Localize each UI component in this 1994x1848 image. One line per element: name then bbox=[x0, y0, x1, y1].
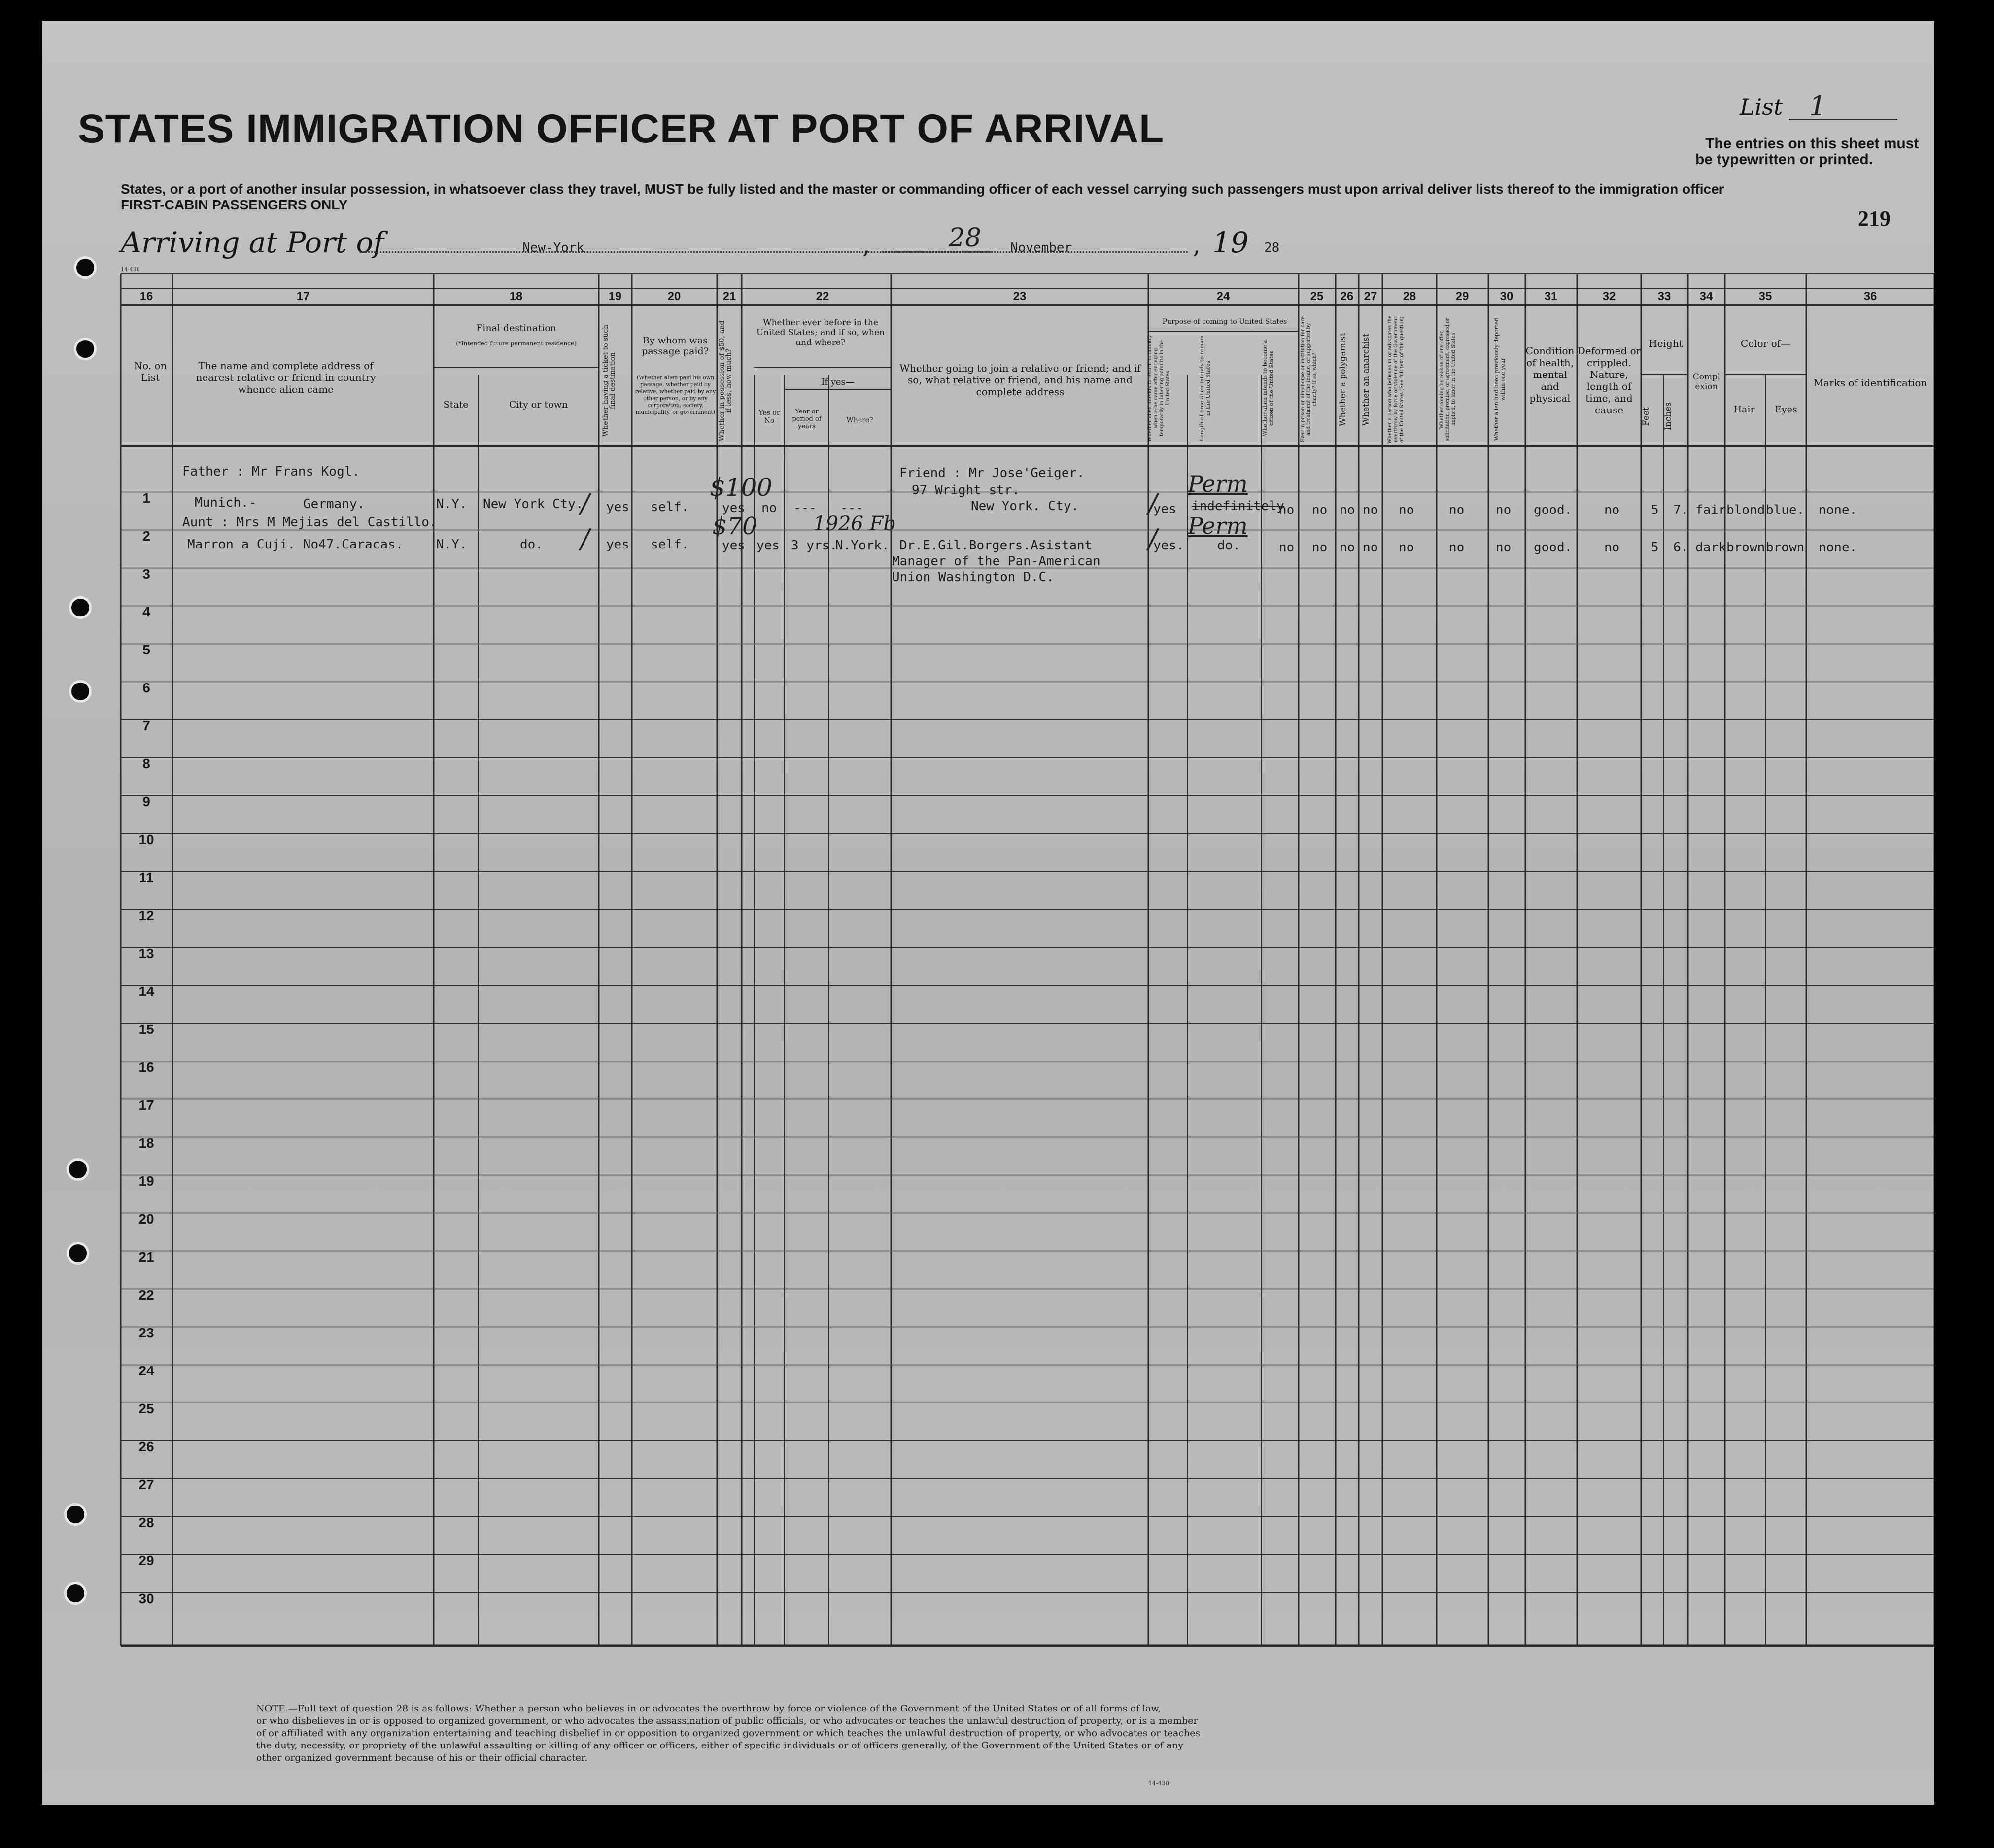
column-number: 29 bbox=[1455, 290, 1469, 303]
subtitle-line1: States, or a port of another insular possession, in whatsoever class they travel, MUST be fully listed and the master or commanding officer of each vessel carrying such passengers must upon arrival deliver lists thereof to the immigration officer bbox=[121, 181, 1724, 197]
header-city: City or town bbox=[509, 399, 568, 410]
row-number: 27 bbox=[138, 1477, 154, 1492]
list-label-group bbox=[1740, 90, 1897, 122]
header-prison: Ever in prison or almshouse or institution for care and treatment of the insane, or supported by charity? If so, which? bbox=[1300, 316, 1317, 443]
labor-offer: no bbox=[1449, 503, 1465, 517]
relative-line2a: Munich.- bbox=[195, 495, 257, 510]
row-number: 25 bbox=[138, 1401, 154, 1416]
before-yesno: no bbox=[761, 501, 777, 515]
feet: 5 bbox=[1651, 503, 1659, 517]
row-number: 13 bbox=[138, 946, 154, 961]
row-number: 26 bbox=[138, 1439, 154, 1454]
join-line2: 97 Wright str. bbox=[912, 483, 1020, 498]
column-number: 32 bbox=[1602, 290, 1616, 303]
column-number: 34 bbox=[1699, 290, 1713, 303]
binder-hole bbox=[69, 596, 92, 619]
row-number: 5 bbox=[142, 642, 150, 657]
header-purpose: Purpose of coming to United States bbox=[1162, 318, 1287, 326]
row-number: 3 bbox=[142, 566, 150, 582]
row-number: 9 bbox=[142, 794, 150, 809]
prison: no bbox=[1312, 540, 1328, 555]
before-year: 3 yrs. bbox=[791, 538, 837, 553]
header-ticket: Whether having a ticket to such final destination bbox=[602, 324, 617, 437]
binder-hole bbox=[74, 256, 97, 279]
header-where: Where? bbox=[846, 416, 873, 424]
hair: brown bbox=[1726, 540, 1765, 555]
column-number: 16 bbox=[139, 290, 153, 303]
header-relative: The name and complete address of nearest relative or friend in country whence alien came bbox=[196, 360, 376, 395]
check-mark: / bbox=[581, 488, 590, 519]
column-number: 22 bbox=[816, 290, 829, 303]
deformed: no bbox=[1604, 540, 1620, 555]
row-number: 10 bbox=[138, 832, 154, 847]
row-number: 15 bbox=[138, 1022, 154, 1037]
header-become-citizen: Whether alien intends to become a citizen of the United States bbox=[1262, 340, 1274, 437]
overthrow: no bbox=[1399, 503, 1414, 517]
before-year: --- bbox=[793, 501, 817, 515]
state: N.Y. bbox=[436, 497, 467, 512]
row-number: 7 bbox=[142, 718, 150, 733]
column-number: 30 bbox=[1500, 290, 1513, 303]
deported: no bbox=[1496, 540, 1512, 555]
entries-note-line2: be typewritten or printed. bbox=[1695, 151, 1873, 168]
list-number: 1 bbox=[1809, 90, 1827, 122]
city: New York Cty. bbox=[483, 497, 584, 512]
column-number: 20 bbox=[667, 290, 681, 303]
row-number: 24 bbox=[138, 1363, 154, 1378]
citizen: no bbox=[1279, 540, 1295, 555]
relative-line1: Aunt : Mrs M Mejias del Castillo. bbox=[182, 515, 437, 530]
column-number: 36 bbox=[1863, 290, 1877, 303]
row-number: 21 bbox=[138, 1249, 154, 1265]
feet: 5 bbox=[1651, 540, 1659, 555]
overthrow: no bbox=[1399, 540, 1414, 555]
column-number: 23 bbox=[1013, 290, 1027, 303]
subtitle-line2: FIRST-CABIN PASSENGERS ONLY bbox=[121, 197, 348, 212]
binder-hole bbox=[67, 1158, 89, 1181]
year-suffix: 28 bbox=[1264, 240, 1280, 255]
anarchist: no bbox=[1363, 503, 1378, 517]
header-eyes: Eyes bbox=[1775, 404, 1797, 415]
note-line: other organized government because of his or their official character. bbox=[256, 1752, 588, 1763]
row-number: 4 bbox=[142, 604, 150, 619]
row-number: 6 bbox=[142, 680, 150, 695]
before-yesno: yes bbox=[756, 538, 780, 553]
row-number: 17 bbox=[138, 1097, 154, 1113]
before-where: N.York. bbox=[835, 538, 890, 553]
header-inches: Inches bbox=[1663, 402, 1673, 431]
page-title: STATES IMMIGRATION OFFICER AT PORT OF ARRIVAL bbox=[78, 106, 1165, 151]
header-deported: Whether alien had been previously deported within one year bbox=[1493, 318, 1506, 441]
header-length-of-stay: Length of time alien intends to remain in the United States bbox=[1199, 335, 1211, 441]
row-number: 16 bbox=[138, 1060, 154, 1075]
form-code-top: 14-430 bbox=[121, 266, 140, 273]
money-hand: $70 bbox=[712, 513, 757, 540]
row-number: 19 bbox=[138, 1173, 154, 1189]
header-if-yes: If yes— bbox=[821, 377, 855, 387]
header-passage-paid-note: (Whether alien paid his own passage, whether paid by relative, whether paid by any other person, or by any corporation, society, municipality, or government) bbox=[635, 375, 716, 415]
header-marks: Marks of identification bbox=[1813, 377, 1927, 389]
header-color-of: Color of— bbox=[1740, 338, 1791, 349]
ticket: yes bbox=[606, 500, 629, 514]
header-height: Height bbox=[1649, 338, 1683, 349]
check-mark: / bbox=[581, 523, 590, 554]
ticket: yes bbox=[606, 537, 629, 552]
row-number: 1 bbox=[142, 490, 150, 506]
before-year-hand: 1926 Fb bbox=[813, 513, 896, 535]
column-number: 25 bbox=[1310, 290, 1324, 303]
binder-hole bbox=[64, 1503, 87, 1526]
header-polygamist: Whether a polygamist bbox=[1338, 333, 1348, 426]
return: yes bbox=[1153, 502, 1176, 516]
column-number: 21 bbox=[722, 290, 736, 303]
complexion: fair bbox=[1695, 503, 1726, 517]
header-final-destination: Final destination bbox=[476, 323, 556, 334]
marks: none. bbox=[1819, 540, 1857, 555]
column-number: 28 bbox=[1403, 290, 1416, 303]
page-number: 219 bbox=[1858, 206, 1891, 231]
row-number: 28 bbox=[138, 1515, 154, 1530]
return: yes. bbox=[1153, 538, 1184, 553]
row-number: 18 bbox=[138, 1135, 154, 1151]
header-health: Condition of health, mental and physical bbox=[1525, 345, 1575, 404]
paid-by: self. bbox=[651, 537, 689, 552]
arrival-month: November bbox=[1010, 240, 1072, 255]
row-number: 2 bbox=[142, 528, 150, 544]
header-anarchist: Whether an anarchist bbox=[1361, 333, 1371, 426]
inches: 7. bbox=[1673, 503, 1689, 517]
column-number: 24 bbox=[1216, 290, 1230, 303]
relative-line2a: Marron a Cuji. No47.Caracas. bbox=[187, 537, 404, 552]
year-prefix: 19 bbox=[1212, 226, 1249, 259]
binder-hole bbox=[74, 338, 97, 360]
length-hand: Perm bbox=[1188, 471, 1248, 497]
prison: no bbox=[1312, 503, 1328, 517]
complexion: dark bbox=[1695, 540, 1726, 555]
row-number: 22 bbox=[138, 1287, 154, 1302]
inches: 6. bbox=[1673, 540, 1689, 555]
header-before-in-us: Whether ever before in the United States; and if so, when and where? bbox=[756, 318, 885, 347]
header-hair: Hair bbox=[1733, 404, 1755, 415]
money: yes bbox=[722, 501, 745, 515]
arriving-row: Arriving at Port of New-York , 28 November , 19 28 bbox=[121, 223, 1280, 259]
row-number: 20 bbox=[138, 1211, 154, 1227]
marks: none. bbox=[1819, 503, 1857, 517]
join-line3: Union Washington D.C. bbox=[892, 570, 1054, 584]
header-join-relative: Whether going to join a relative or friend; and if so, what relative or friend, and his name and complete address bbox=[899, 362, 1141, 398]
column-number: 18 bbox=[509, 290, 523, 303]
column-number: 27 bbox=[1364, 290, 1377, 303]
arriving-label: Arriving at Port of bbox=[121, 226, 384, 259]
length: do. bbox=[1217, 538, 1240, 553]
note-line: NOTE.—Full text of question 28 is as follows: Whether a person who believes in or advocates the overthrow by force or violence of the Government of the United States or of all forms of law, bbox=[256, 1703, 1161, 1714]
manifest-sheet bbox=[42, 21, 1934, 1805]
hair: blond bbox=[1726, 503, 1765, 517]
paid-by: self. bbox=[651, 500, 689, 514]
header-final-destination-note: (*Intended future permanent residence) bbox=[456, 340, 577, 347]
header-year: Year or period of years bbox=[792, 408, 822, 430]
column-number: 17 bbox=[296, 290, 310, 303]
row-number: 23 bbox=[138, 1325, 154, 1340]
relative-line1: Father : Mr Frans Kogl. bbox=[182, 464, 360, 479]
row-number: 8 bbox=[142, 756, 150, 771]
row-number: 12 bbox=[138, 908, 154, 923]
row-number: 11 bbox=[139, 870, 154, 885]
binder-hole bbox=[64, 1582, 87, 1605]
eyes: brown bbox=[1766, 540, 1805, 555]
state: N.Y. bbox=[436, 537, 467, 552]
entries-note-line1: The entries on this sheet must bbox=[1705, 136, 1919, 152]
column-number: 33 bbox=[1657, 290, 1671, 303]
note-line: the duty, necessity, or propriety of the unlawful assaulting or killing of any officer or officers, either of specific individuals or of officers generally, of the Government of the United States or of any bbox=[256, 1740, 1184, 1751]
binder-hole bbox=[67, 1242, 89, 1265]
deported: no bbox=[1496, 503, 1512, 517]
join-line1: Dr.E.Gil.Borgers.Asistant bbox=[899, 538, 1093, 553]
header-return: Whether alien intends to return to country whence he came after engaging temporarily in laboring pursuits in the United States bbox=[1147, 335, 1170, 442]
form-code-bottom: 14-430 bbox=[1148, 1780, 1169, 1787]
health: good. bbox=[1534, 503, 1573, 517]
length-hand: Perm bbox=[1188, 513, 1248, 539]
header-passage-paid: By whom was passage paid? bbox=[642, 335, 709, 357]
join-line1: Friend : Mr Jose'Geiger. bbox=[899, 466, 1085, 480]
header-no-on-list: No. on List bbox=[134, 360, 167, 383]
header-deformed: Deformed or crippled. Nature, length of time, and cause bbox=[1577, 345, 1641, 416]
relative-line2b: Germany. bbox=[303, 497, 365, 512]
join-line2: Manager of the Pan-American bbox=[892, 554, 1100, 569]
header-overthrow: Whether a person who believes in or advocates the overthrow by force or violence of the Government of the United States (See full text of this question) bbox=[1387, 315, 1405, 444]
row-number: 14 bbox=[138, 984, 154, 999]
polygamist: no bbox=[1340, 540, 1355, 555]
form-grid bbox=[42, 21, 1934, 1805]
health: good. bbox=[1534, 540, 1573, 555]
before-where: --- bbox=[840, 501, 863, 515]
column-number: 35 bbox=[1758, 290, 1772, 303]
header-state: State bbox=[443, 399, 469, 410]
eyes: blue. bbox=[1766, 503, 1805, 517]
header-yes-or-no: Yes or No bbox=[758, 409, 780, 425]
header-complexion: Complexion bbox=[1692, 372, 1720, 392]
column-number: 19 bbox=[608, 290, 622, 303]
arrival-day: 28 bbox=[949, 223, 982, 253]
anarchist: no bbox=[1363, 540, 1378, 555]
length: indefinitely bbox=[1192, 499, 1284, 513]
row-number: 30 bbox=[138, 1591, 154, 1606]
money-hand: $100 bbox=[710, 473, 773, 502]
row-number: 29 bbox=[138, 1553, 154, 1568]
money: yes bbox=[722, 538, 745, 553]
note-line: or who disbelieves in or is opposed to organized government, or who advocates the assassination of public officials, or who advocates or teaches the unlawful destruction of property, or is a member bbox=[256, 1715, 1198, 1726]
column-number: 26 bbox=[1340, 290, 1354, 303]
port-value: New-York bbox=[522, 240, 584, 255]
check-mark: / bbox=[1148, 488, 1158, 519]
footnote bbox=[256, 1703, 1217, 1764]
header-labor-offer: Whether coming by reason of any offer, solicitation, promise, or agreement, expressed or implied, to labor in the United States bbox=[1439, 317, 1456, 442]
note-line: of or affiliated with any organization entertaining and teaching disbelief in or opposition to organized government or which teaches the unlawful destruction of property, or who advocates or teaches bbox=[256, 1728, 1201, 1739]
header-feet: Feet bbox=[1641, 407, 1651, 426]
column-number: 31 bbox=[1544, 290, 1558, 303]
list-label: List bbox=[1740, 94, 1783, 120]
labor-offer: no bbox=[1449, 540, 1465, 555]
polygamist: no bbox=[1340, 503, 1355, 517]
binder-hole bbox=[69, 680, 92, 703]
header-money: Whether in possession of $50, and if less, how much? bbox=[718, 320, 733, 441]
deformed: no bbox=[1604, 503, 1620, 517]
citizen: no bbox=[1279, 503, 1295, 517]
check-mark: / bbox=[1148, 523, 1158, 554]
city: do. bbox=[520, 537, 543, 552]
join-line3: New York. Cty. bbox=[971, 499, 1079, 513]
